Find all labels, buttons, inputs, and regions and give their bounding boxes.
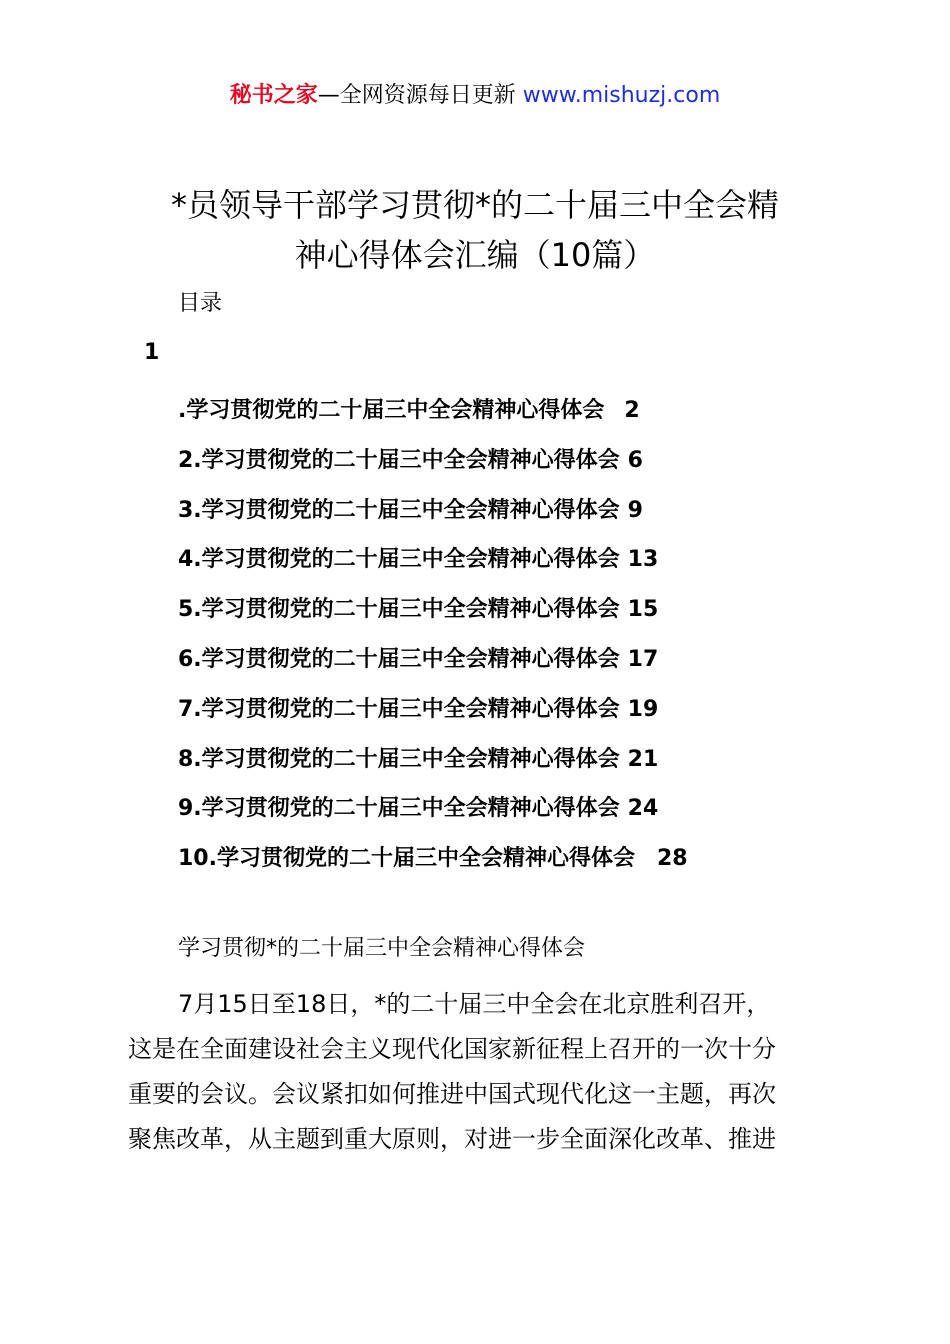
toc-item-1[interactable] [178, 386, 688, 436]
body-line-1: 7月15日至18日，*的二十届三中全会在北京胜利召开， [178, 990, 771, 1018]
toc-item-8[interactable] [178, 735, 688, 785]
toc-item-page: 15 [627, 597, 659, 623]
toc-item-label: 4.学习贯彻党的二十届三中全会精神心得体会 [178, 547, 620, 573]
toc-item-page: 19 [627, 696, 659, 722]
toc-item-page: 21 [627, 746, 659, 772]
toc-item-3[interactable] [178, 486, 688, 536]
table-of-contents [178, 386, 688, 884]
toc-item-4[interactable] [178, 535, 688, 585]
header-tagline: —全网资源每日更新 [317, 83, 516, 108]
toc-item-label: 3.学习贯彻党的二十届三中全会精神心得体会 [178, 497, 620, 523]
toc-number-one: 1 [144, 340, 160, 365]
site-url-link[interactable]: www.mishuzj.com [522, 83, 721, 108]
toc-item-9[interactable] [178, 784, 688, 834]
site-header [0, 80, 950, 112]
toc-item-7[interactable] [178, 685, 688, 735]
document-title-line-2: 神心得体会汇编（10篇） [294, 236, 656, 274]
toc-item-page: 2 [624, 398, 640, 423]
toc-item-label: 5.学习贯彻党的二十届三中全会精神心得体会 [178, 597, 620, 623]
brand-name: 秘书之家 [229, 83, 318, 108]
toc-item-label: 9.学习贯彻党的二十届三中全会精神心得体会 [178, 796, 620, 822]
toc-item-page: 6 [627, 447, 643, 473]
section-heading: 学习贯彻*的二十届三中全会精神心得体会 [178, 936, 586, 961]
toc-item-label: 8.学习贯彻党的二十届三中全会精神心得体会 [178, 746, 620, 772]
toc-item-label: 2.学习贯彻党的二十届三中全会精神心得体会 [178, 447, 620, 473]
toc-item-page: 13 [627, 547, 659, 573]
body-line-2: 这是在全面建设社会主义现代化国家新征程上召开的一次十分 [128, 1035, 776, 1063]
toc-item-page: 24 [627, 796, 659, 822]
toc-item-label: .学习贯彻党的二十届三中全会精神心得体会 [178, 398, 605, 423]
toc-item-6[interactable] [178, 635, 688, 685]
body-paragraph [128, 982, 868, 1162]
toc-item-5[interactable] [178, 585, 688, 635]
document-title-line-1: *员领导干部学习贯彻*的二十届三中全会精 [170, 186, 779, 224]
toc-heading: 目录 [178, 291, 223, 316]
body-line-3: 重要的会议。会议紧扣如何推进中国式现代化这一主题，再次 [128, 1080, 776, 1108]
toc-item-2[interactable] [178, 436, 688, 486]
toc-item-label: 10.学习贯彻党的二十届三中全会精神心得体会 [178, 846, 635, 872]
body-line-4: 聚焦改革，从主题到重大原则，对进一步全面深化改革、推进 [128, 1125, 776, 1153]
toc-item-label: 6.学习贯彻党的二十届三中全会精神心得体会 [178, 646, 620, 672]
toc-item-label: 7.学习贯彻党的二十届三中全会精神心得体会 [178, 696, 620, 722]
toc-item-page: 28 [656, 846, 688, 872]
toc-item-page: 17 [627, 646, 659, 672]
toc-item-10[interactable] [178, 834, 688, 884]
toc-item-page: 9 [627, 497, 643, 523]
